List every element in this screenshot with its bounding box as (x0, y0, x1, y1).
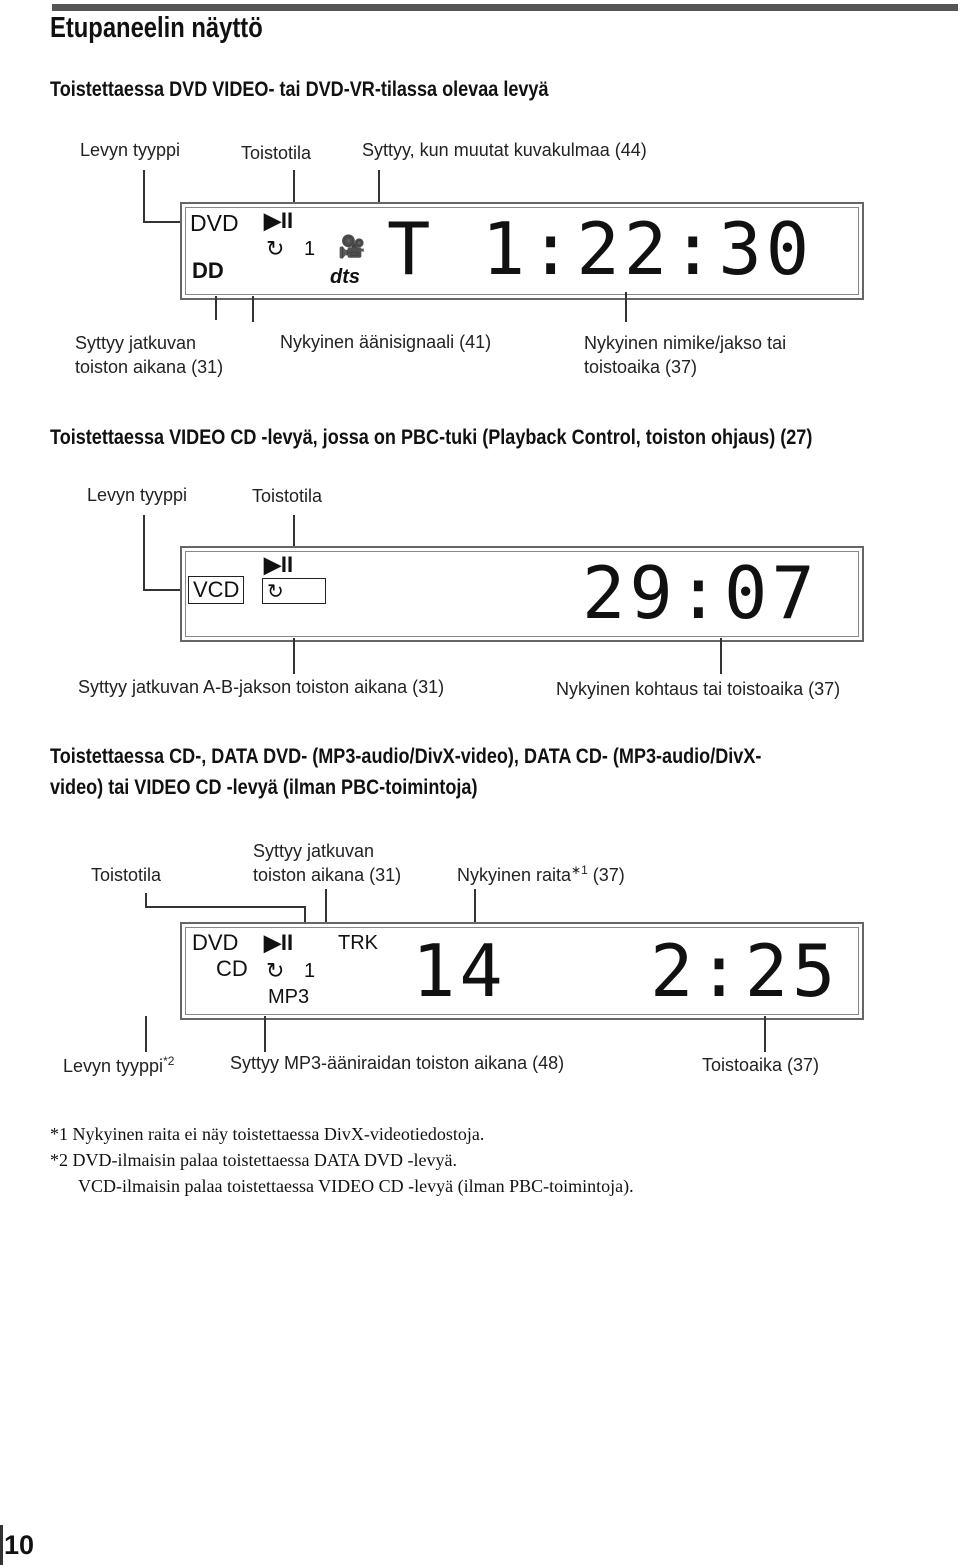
footnote-2: *2 DVD-ilmaisin palaa toistettaessa DATA DVD -levyä. (50, 1150, 457, 1170)
display-panel-cd (180, 922, 864, 1020)
label-disc-type: Levyn tyyppi$^{*2}$ (63, 1054, 175, 1076)
track-number: 14 (412, 929, 507, 1013)
leader-line (252, 296, 254, 322)
leader-line (215, 296, 217, 320)
footnote-1: *1 Nykyinen raita ei näy toistettaessa DivX-videotiedostoja. (50, 1124, 485, 1144)
repeat-ab-icon: ↻ (262, 578, 326, 604)
disc-indicator: VCD (188, 576, 244, 604)
repeat-number: 1 (304, 238, 316, 260)
play-pause-icon: ▶II (264, 208, 294, 233)
label-play-mode: Toistotila (91, 865, 162, 885)
leader-line (625, 292, 627, 322)
mp3-indicator: MP3 (268, 986, 310, 1008)
page-title: Etupaneelin näyttö (50, 12, 263, 44)
label-scene-time: Nykyinen kohtaus tai toistoaika (37) (556, 679, 841, 699)
label-angle: Syttyy, kun muutat kuvakulmaa (44) (362, 140, 647, 160)
play-pause-icon: ▶II (264, 552, 294, 577)
leader-line (143, 170, 145, 222)
trk-indicator: TRK (338, 932, 378, 954)
section1-heading: Toistettaessa DVD VIDEO- tai DVD-VR-tilassa olevaa levyä (50, 78, 549, 101)
leader-line (764, 1016, 766, 1052)
leader-line (264, 1016, 266, 1052)
dolby-indicator: DD (188, 258, 228, 284)
label-disc-type: Levyn tyyppi (87, 485, 188, 505)
display-panel-vcd (180, 546, 864, 642)
label-ab-repeat: Syttyy jatkuvan A-B-jakson toiston aikana (31) (78, 677, 445, 697)
display-panel-dvd (180, 202, 864, 300)
label-title-chapter: Nykyinen nimike/jakso tai toistoaika (37) (584, 333, 787, 377)
angle-camera-icon: 🎥 (338, 234, 366, 259)
label-repeat: Syttyy jatkuvan toiston aikana (31) (75, 333, 224, 377)
leader-line (293, 638, 295, 674)
time-readout: 29:07 (582, 551, 819, 635)
leader-line (143, 589, 185, 591)
section3-heading-line2: video) tai VIDEO CD -levyä (ilman PBC-toimintoja) (50, 776, 478, 799)
time-readout: 2:25 (650, 929, 840, 1013)
disc-indicator-dvd: DVD (188, 930, 242, 956)
page-number: 10 (4, 1530, 35, 1560)
label-mp3: Syttyy MP3-ääniraidan toiston aikana (48) (230, 1053, 565, 1073)
play-pause-icon: ▶II (264, 930, 294, 955)
leader-line (145, 1016, 147, 1052)
footnote-2-continued: VCD-ilmaisin palaa toistettaessa VIDEO CD -levyä (ilman PBC-toimintoja). (78, 1176, 634, 1196)
dts-indicator: dts (330, 266, 360, 288)
leader-line (145, 893, 147, 907)
leader-line (143, 515, 145, 590)
header-rule (52, 4, 958, 11)
label-repeat: Syttyy jatkuvan toiston aikana (31) (253, 841, 402, 885)
page-number-rule (0, 1525, 3, 1565)
repeat-icon: ↻ (266, 236, 285, 261)
section2-heading: Toistettaessa VIDEO CD -levyä, jossa on PBC-tuki (Playback Control, toiston ohjaus) (27) (50, 426, 813, 449)
disc-indicator-cd: CD (212, 956, 252, 982)
leader-line (720, 638, 722, 674)
label-play-mode: Toistotila (241, 143, 312, 163)
section3-heading-line1: Toistettaessa CD-, DATA DVD- (MP3-audio/DivX-video), DATA CD- (MP3-audio/DivX- (50, 745, 762, 768)
label-current-track: Nykyinen raita$^{∗1}$ (37) (457, 863, 625, 885)
label-audio-signal: Nykyinen äänisignaali (41) (280, 332, 492, 352)
leader-line (145, 906, 305, 908)
disc-indicator: DVD (186, 210, 243, 236)
label-play-mode: Toistotila (252, 486, 323, 506)
repeat-number: 1 (304, 960, 316, 982)
repeat-icon: ↻ (266, 958, 285, 983)
time-readout: T 1:22:30 (387, 207, 814, 291)
label-disc-type: Levyn tyyppi (80, 140, 181, 160)
label-time: Toistoaika (37) (702, 1055, 820, 1075)
